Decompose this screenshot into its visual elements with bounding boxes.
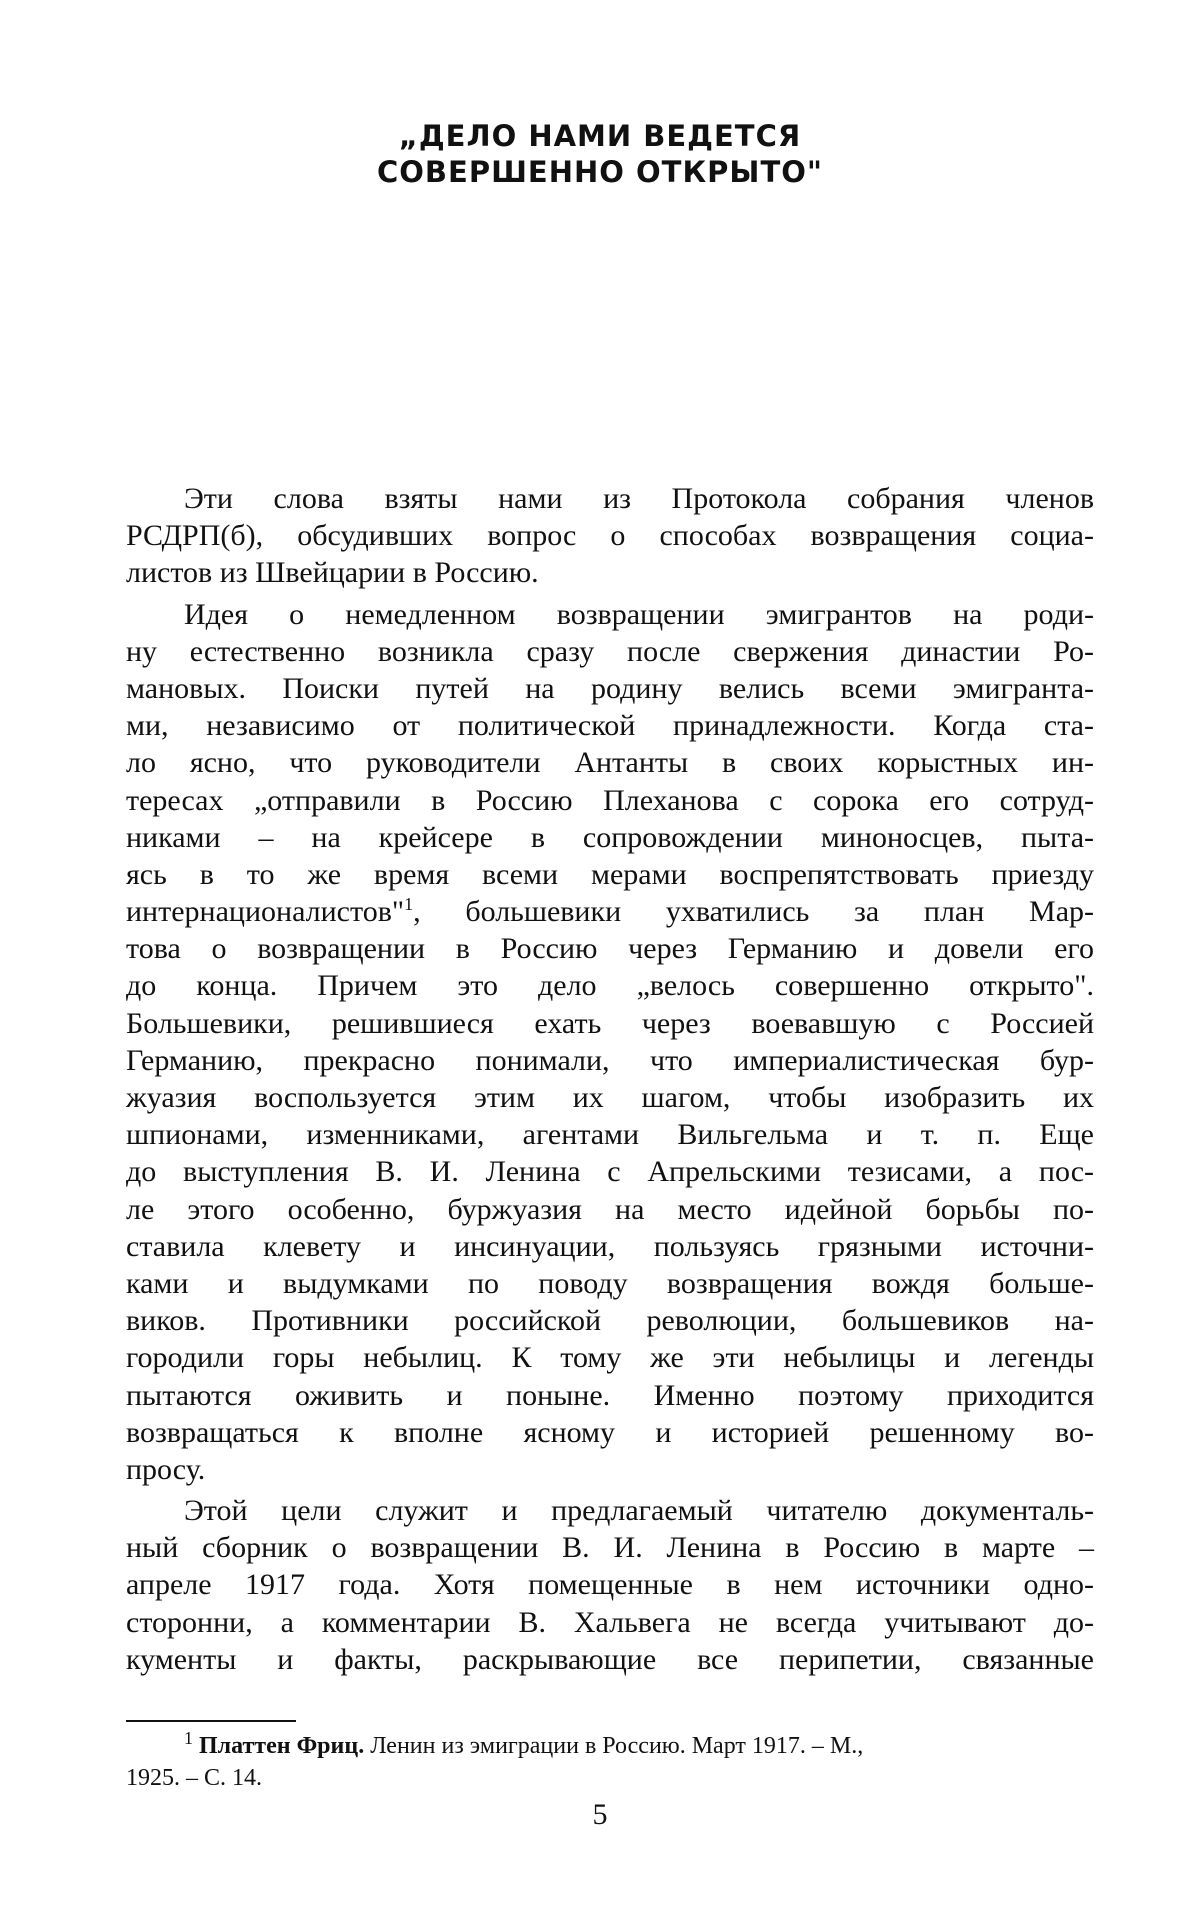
text-line: до выступления В. И. Ленина с Апрельскими тезисами, а пос- [126,1155,1094,1189]
text-line: това о возвращении в Россию через Германию и довели его [126,932,1094,966]
text-line: городили горы небылиц. К тому же эти небылицы и легенды [126,1341,1094,1375]
footnote-author: Платтен Фриц. [199,1733,365,1759]
text-line: тересах „отправили в Россию Плеханова с сорока его сотруд- [126,783,1094,817]
text-line: ясь в то же время всеми мерами воспрепятствовать приезду [126,857,1094,891]
text-line: ло ясно, что руководители Антанты в своих корыстных ин- [126,746,1094,780]
text-fragment: , большевики ухватились за план Мар- [413,895,1094,929]
text-line: пытаются оживить и поныне. Именно поэтому приходится [126,1378,1094,1412]
text-line: виков. Противники российской революции, большевиков на- [126,1304,1094,1338]
page-number: 5 [592,1798,608,1831]
text-line: Идея о немедленном возвращении эмигрантов на роди- [184,597,1094,631]
footnote-text: Ленин из эмиграции в Россию. Март 1917. – М., [364,1733,864,1759]
text-line: Эти слова взяты нами из Протокола собрания членов [184,482,1094,515]
text-line: мановых. Поиски путей на родину велись всеми эмигранта- [126,671,1094,705]
text-line: Этой цели служит и предлагаемый читателю документаль- [184,1494,1094,1528]
text-line: апреле 1917 года. Хотя помещенные в нем источники одно- [126,1568,1094,1602]
text-line: РСДРП(б), обсудивших вопрос о способах возвращения социа- [126,519,1094,553]
body-text [126,480,1094,1678]
footnote-line-1 [126,1730,1094,1762]
footnote [126,1730,1094,1794]
footnote-line-2: 1925. – С. 14. [126,1765,263,1791]
chapter-title-line-2: СОВЕРШЕННО ОТКРЫТО" [376,155,823,189]
text-line: просу. [126,1452,206,1486]
text-line: сторонни, а комментарии В. Хальвега не всегда учитывают до- [126,1605,1094,1639]
text-line-with-footnote [126,893,1094,930]
text-line: ный сборник о возвращении В. И. Ленина в Россию в марте – [126,1531,1094,1565]
text-line: листов из Швейцарии в Россию. [126,556,539,590]
text-line: до конца. Причем это дело „велось совершенно открыто". [126,969,1094,1003]
text-line: Большевики, решившиеся ехать через воевавшую с Россией [126,1006,1094,1040]
text-line: никами – на крейсере в сопровождении миноносцев, пыта- [126,820,1094,854]
text-line: ми, независимо от политической принадлежности. Когда ста- [126,709,1094,743]
text-line: шпионами, изменниками, агентами Вильгельма и т. п. Еще [126,1118,1094,1152]
text-line: Германию, прекрасно понимали, что империалистическая бур- [126,1043,1094,1077]
footnote-divider [126,1720,296,1722]
text-line: кументы и факты, раскрывающие все перипетии, связанные [126,1642,1094,1676]
text-fragment: интернационалистов" [126,895,405,929]
text-line: ле этого особенно, буржуазия на место идейной борьбы по- [126,1192,1094,1226]
footnote-marker: 1 [184,1728,193,1748]
chapter-title-line-1: „ДЕЛО НАМИ ВЕДЕТСЯ [398,119,802,153]
text-line: жуазия воспользуется этим их шагом, чтобы изобразить их [126,1081,1094,1114]
chapter-title [300,118,900,190]
footnote-reference: 1 [404,894,414,915]
text-line: ставила клевету и инсинуации, пользуясь грязными источни- [126,1229,1094,1263]
text-line: ками и выдумками по поводу возвращения вождя больше- [126,1266,1094,1300]
text-line: ну естественно возникла сразу после свержения династии Ро- [126,634,1094,668]
text-line: возвращаться к вполне ясному и историей решенному во- [126,1415,1094,1449]
